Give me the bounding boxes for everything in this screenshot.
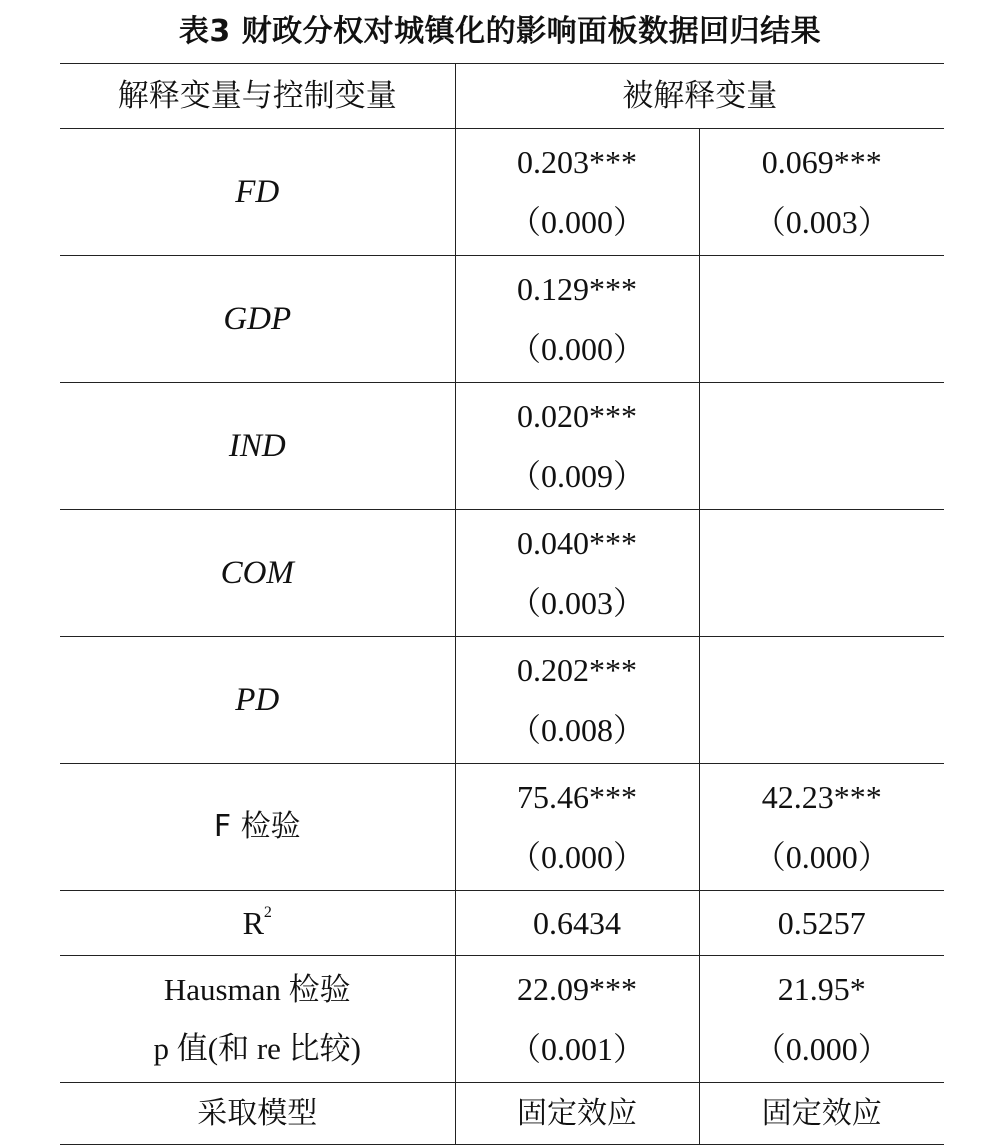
header-dependent-variable: 被解释变量 bbox=[455, 64, 944, 129]
hausman-statistic: 22.09*** bbox=[517, 971, 637, 1007]
hausman-statistic: 21.95* bbox=[777, 971, 866, 1007]
variable-label: COM bbox=[60, 510, 455, 637]
p-value: （0.000） bbox=[753, 1031, 890, 1067]
empty-cell bbox=[699, 637, 944, 764]
coef-cell bbox=[455, 256, 699, 383]
table-row bbox=[60, 383, 944, 510]
coef-cell bbox=[455, 637, 699, 764]
variable-label: PD bbox=[60, 637, 455, 764]
table-title: 表3 财政分权对城镇化的影响面板数据回归结果 bbox=[178, 14, 822, 49]
model-value: 固定效应 bbox=[699, 1083, 944, 1145]
table-row bbox=[60, 129, 944, 256]
regression-table bbox=[60, 63, 944, 1145]
f-test-row bbox=[60, 764, 944, 891]
variable-label: GDP bbox=[60, 256, 455, 383]
coef-cell bbox=[699, 129, 944, 256]
table-row bbox=[60, 256, 944, 383]
r-squared-value: 0.5257 bbox=[699, 891, 944, 956]
hausman-row bbox=[60, 956, 944, 1083]
p-value: （0.001） bbox=[508, 1031, 645, 1067]
hausman-label: Hausman 检验 p 值(和 re 比较) bbox=[60, 956, 455, 1083]
f-statistic: 42.23*** bbox=[761, 779, 882, 815]
coefficient: 0.202*** bbox=[517, 652, 637, 688]
p-value: （0.003） bbox=[508, 585, 645, 621]
p-value: （0.000） bbox=[508, 204, 645, 240]
header-explanatory-variables: 解释变量与控制变量 bbox=[60, 64, 455, 129]
model-value: 固定效应 bbox=[455, 1083, 699, 1145]
coef-cell bbox=[455, 764, 699, 891]
variable-label: FD bbox=[60, 129, 455, 256]
coef-cell bbox=[455, 956, 699, 1083]
coef-cell bbox=[455, 383, 699, 510]
r-squared-row bbox=[60, 891, 944, 956]
r-squared-value: 0.6434 bbox=[455, 891, 699, 956]
p-value: （0.000） bbox=[508, 331, 645, 367]
variable-label: IND bbox=[60, 383, 455, 510]
coefficient: 0.203*** bbox=[517, 144, 637, 180]
table-row bbox=[60, 510, 944, 637]
coefficient: 0.069*** bbox=[761, 144, 882, 180]
empty-cell bbox=[699, 383, 944, 510]
empty-cell bbox=[699, 510, 944, 637]
r-squared-label: $R^2$ bbox=[60, 891, 455, 956]
coefficient: 0.020*** bbox=[517, 398, 637, 434]
header-row bbox=[60, 64, 944, 129]
coefficient: 0.129*** bbox=[517, 271, 637, 307]
coef-cell bbox=[699, 956, 944, 1083]
table-row bbox=[60, 637, 944, 764]
p-value: （0.003） bbox=[753, 204, 890, 240]
coef-cell bbox=[455, 129, 699, 256]
p-value: （0.000） bbox=[508, 839, 645, 875]
empty-cell bbox=[699, 256, 944, 383]
coefficient: 0.040*** bbox=[517, 525, 637, 561]
model-label: 采取模型 bbox=[60, 1083, 455, 1145]
p-value: （0.000） bbox=[753, 839, 890, 875]
model-row bbox=[60, 1083, 944, 1145]
p-value: （0.009） bbox=[508, 458, 645, 494]
coef-cell bbox=[455, 510, 699, 637]
coef-cell bbox=[699, 764, 944, 891]
f-test-label: F 检验 bbox=[60, 764, 455, 891]
p-value: （0.008） bbox=[508, 712, 645, 748]
f-statistic: 75.46*** bbox=[517, 779, 637, 815]
